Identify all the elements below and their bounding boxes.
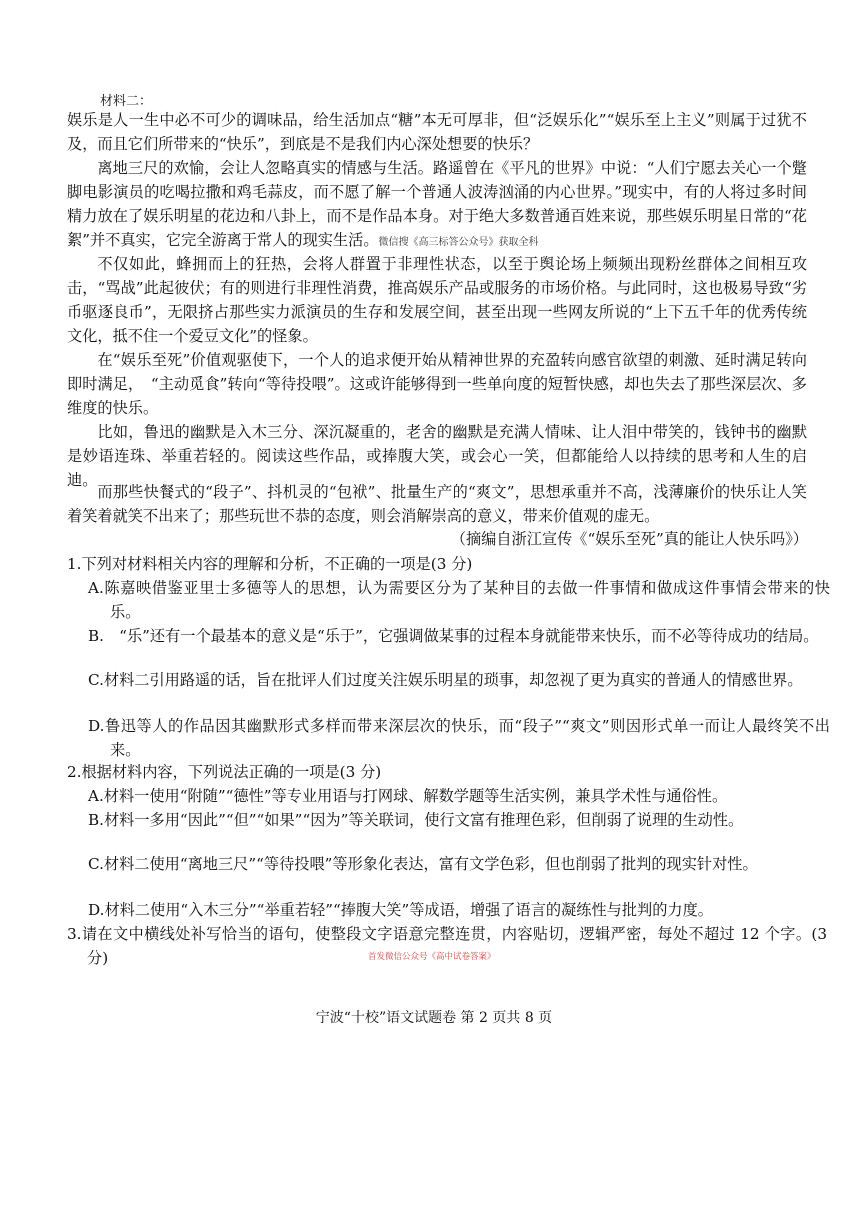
material-label: 材料二： [100,94,153,109]
question-2-option-b: B.材料一多用“因此”“但”“如果”“因为”等关联词，使行文富有推理色彩，但削弱了说理的生动性。 [88,811,744,829]
question-1-stem: 1.下列对材料相关内容的理解和分析，不正确的一项是(3 分) [67,555,473,573]
paragraph-2-text: 离地三尺的欢愉，会让人忽略真实的情感与生活。路遥曾在《平凡的世界》中说：“人们宁愿去关心一个蹩脚电影演员的吃喝拉撒和鸡毛蒜皮，而不愿了解一个普通人波涛汹涌的内心世界。”现实中，有的人将过多时间精力放在了娱乐明星的花边和八卦上，而不是作品本身。对于绝大多数普通百姓来说，那些娱乐明星日常的“花絮”并不真实，它完全游离于常人的现实生活。 [67,159,807,249]
question-2-option-a: A.材料一使用“附随”“德性”等专业用语与打网球、解数学题等生活实例，兼具学术性与通俗性。 [88,787,728,805]
question-2-option-d: D.材料二使用“入木三分”“举重若轻”“捧腹大笑”等成语，增强了语言的凝练性与批判的力度。 [88,901,713,919]
question-3-stem: 3.请在文中横线处补写恰当的语句，使整段文字语意完整连贯，内容贴切，逻辑严密，每处不超过 12 个字。(3 分) [67,925,827,967]
question-1-option-b: B. “乐”还有一个最基本的意义是“乐于”，它强调做某事的过程本身就能带来快乐，而不必等待成功的结局。 [88,627,819,645]
inline-note: 微信搜《高三标答公众号》获取全科 [378,237,539,248]
paragraph-1: 娱乐是人一生中必不可少的调味品，给生活加点“糖”本无可厚非，但“泛娱乐化”“娱乐至上主义”则属于过犹不及，而且它们所带来的“快乐”，到底是不是我们内心深处想要的快乐？ [67,111,807,153]
paragraph-3: 不仅如此，蜂拥而上的狂热，会将人群置于非理性状态，以至于舆论场上频频出现粉丝群体之间相互攻击，“骂战”此起彼伏；有的则进行非理性消费，推高娱乐产品或服务的市场价格。与此同时，这也极易导致“劣币驱逐良币”，无限挤占那些实力派演员的生存和发展空间，甚至出现一些网友所说的“上下五千年的优秀传统文化，抵不住一个爱豆文化”的怪象。 [67,255,807,345]
question-2-stem: 2.根据材料内容，下列说法正确的一项是(3 分) [67,763,382,781]
question-1-option-c: C.材料二引用路遥的话，旨在批评人们过度关注娱乐明星的琐事，却忽视了更为真实的普通人的情感世界。 [88,671,803,689]
watermark-text: 首发微信公众号《高中试卷答案》 [368,952,496,962]
question-1-option-d: D.鲁迅等人的作品因其幽默形式多样而带来深层次的快乐，而“段子”“爽文”则因形式单一而让人最终笑不出来。 [88,717,830,759]
paragraph-2 [67,156,807,255]
page-footer: 宁波“十校”语文试题卷 第 2 页共 8 页 [315,1010,553,1026]
paragraph-5: 比如，鲁迅的幽默是入木三分、深沉凝重的，老舍的幽默是充满人情味、让人泪中带笑的，钱钟书的幽默是妙语连珠、举重若轻的。阅读这些作品，或捧腹大笑，或会心一笑，但都能给人以持续的思考和人生的启迪。 [67,423,807,489]
paragraph-4: 在“娱乐至死”价值观驱使下，一个人的追求便开始从精神世界的充盈转向感官欲望的刺激、延时满足转向即时满足， “主动觅食”转向“等待投喂”。这或许能够得到一些单向度的短暂快感，却也失去了那些深层次、多维度的快乐。 [67,351,807,417]
question-2-option-c: C.材料二使用“离地三尺”“等待投喂”等形象化表达，富有文学色彩，但也削弱了批判的现实针对性。 [88,855,758,873]
question-1-option-a: A.陈嘉映借鉴亚里士多德等人的思想，认为需要区分为了某种目的去做一件事情和做成这件事情会带来的快乐。 [88,579,830,621]
paragraph-6: 而那些快餐式的“段子”、抖机灵的“包袱”、批量生产的“爽文”，思想承重并不高，浅薄廉价的快乐让人笑着笑着就笑不出来了；那些玩世不恭的态度，则会消解崇高的意义，带来价值观的虚无。 [67,483,807,525]
source-citation: （摘编自浙江宣传《“娱乐至死”真的能让人快乐吗》） [450,530,808,548]
